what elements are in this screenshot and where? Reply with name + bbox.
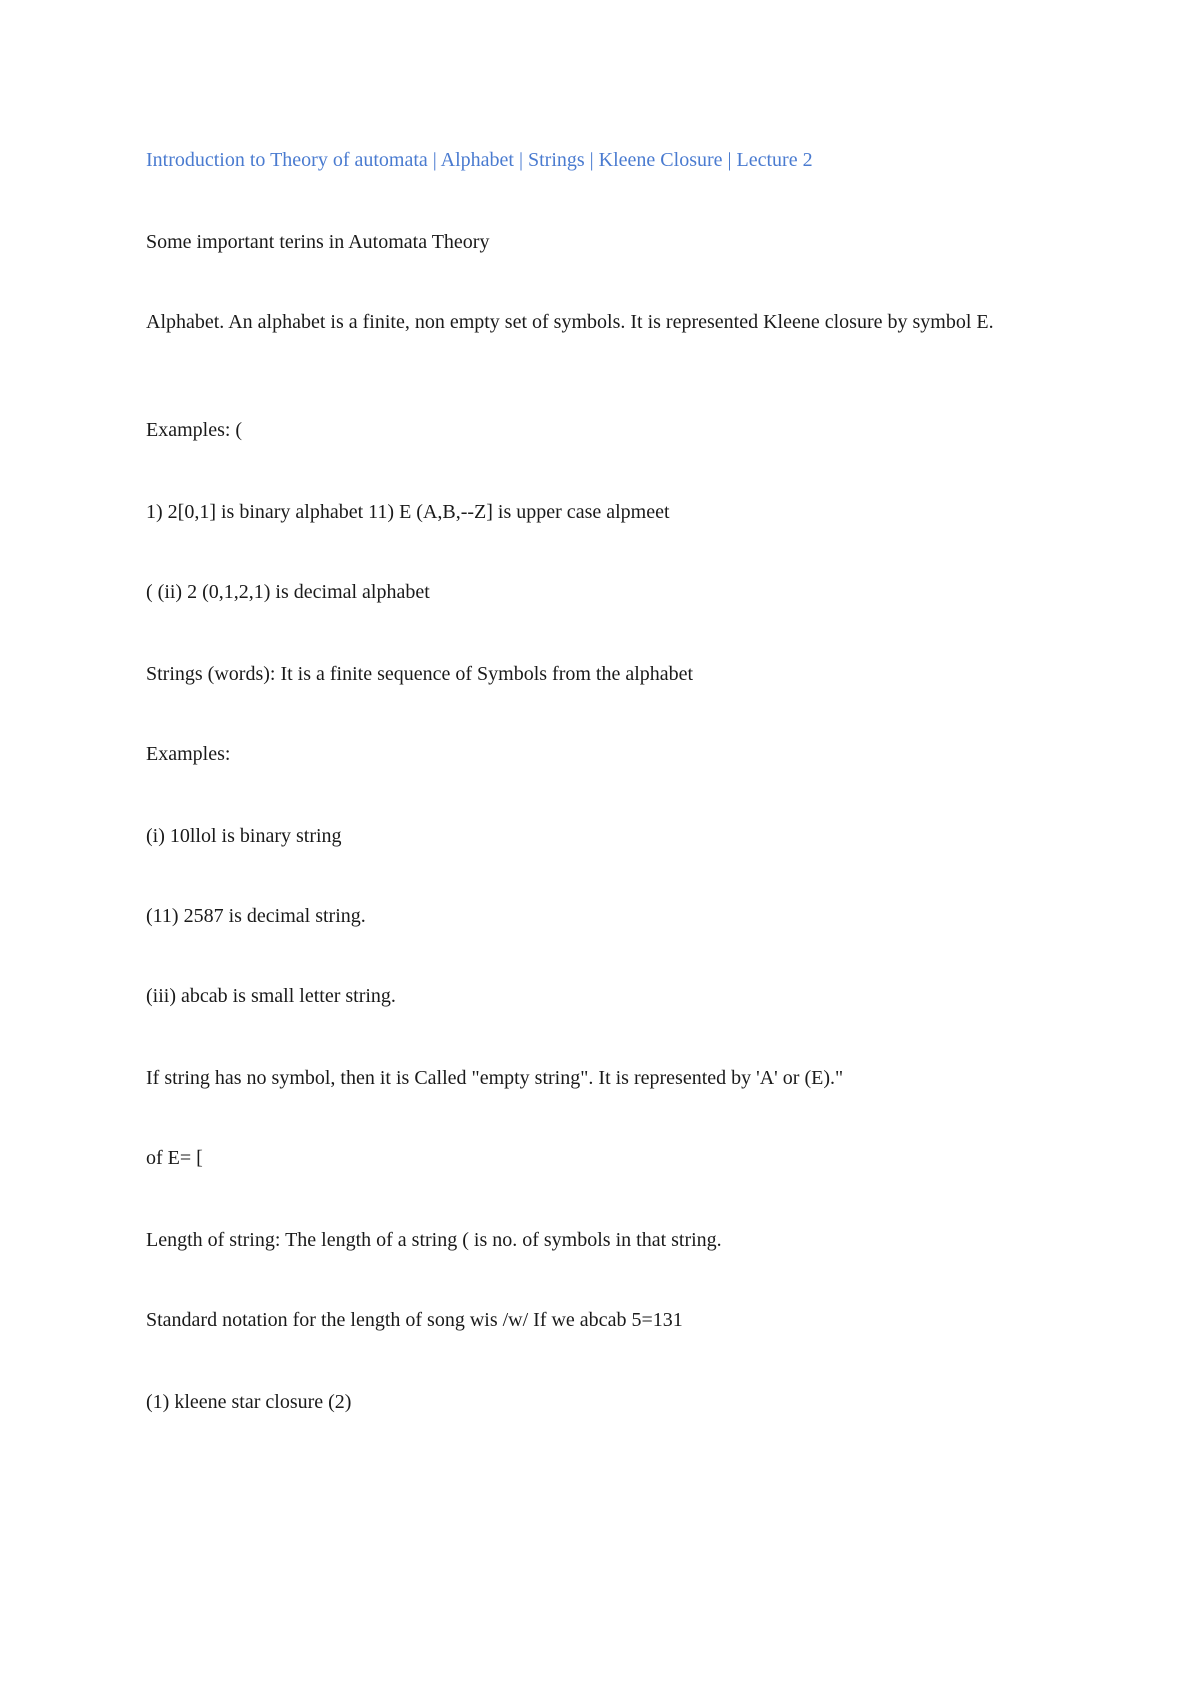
title-link[interactable]: Introduction to Theory of automata | Alphabet | Strings | Kleene Closure | Lecture 2 xyxy=(146,149,813,171)
paragraph-letter-string: (iii) abcab is small letter string. xyxy=(146,985,396,1007)
paragraph-notation: Standard notation for the length of song wis /w/ If we abcab 5=131 xyxy=(146,1309,683,1331)
paragraph-examples-2: Examples: xyxy=(146,743,231,765)
paragraph-intro: Some important terins in Automata Theory xyxy=(146,231,490,253)
paragraph-decimal-string: (11) 2587 is decimal string. xyxy=(146,905,366,927)
paragraph-kleene: (1) kleene star closure (2) xyxy=(146,1391,352,1413)
paragraph-alphabet: Alphabet. An alphabet is a finite, non empty set of symbols. It is represented Kleene closure by symbol E. xyxy=(146,311,994,333)
paragraph-binary-alphabet: 1) 2[0,1] is binary alphabet 11) E (A,B,--Z] is upper case alpmeet xyxy=(146,501,670,523)
paragraph-empty-string: If string has no symbol, then it is Called "empty string". It is represented by 'A' or (E)." xyxy=(146,1067,844,1089)
paragraph-strings: Strings (words): It is a finite sequence of Symbols from the alphabet xyxy=(146,663,694,685)
paragraph-of-e: of E= [ xyxy=(146,1147,203,1169)
paragraph-length: Length of string: The length of a string ( is no. of symbols in that string. xyxy=(146,1229,722,1251)
paragraph-examples-1: Examples: ( xyxy=(146,419,243,441)
paragraph-binary-string: (i) 10llol is binary string xyxy=(146,825,342,847)
paragraph-decimal-alphabet: ( (ii) 2 (0,1,2,1) is decimal alphabet xyxy=(146,581,430,603)
